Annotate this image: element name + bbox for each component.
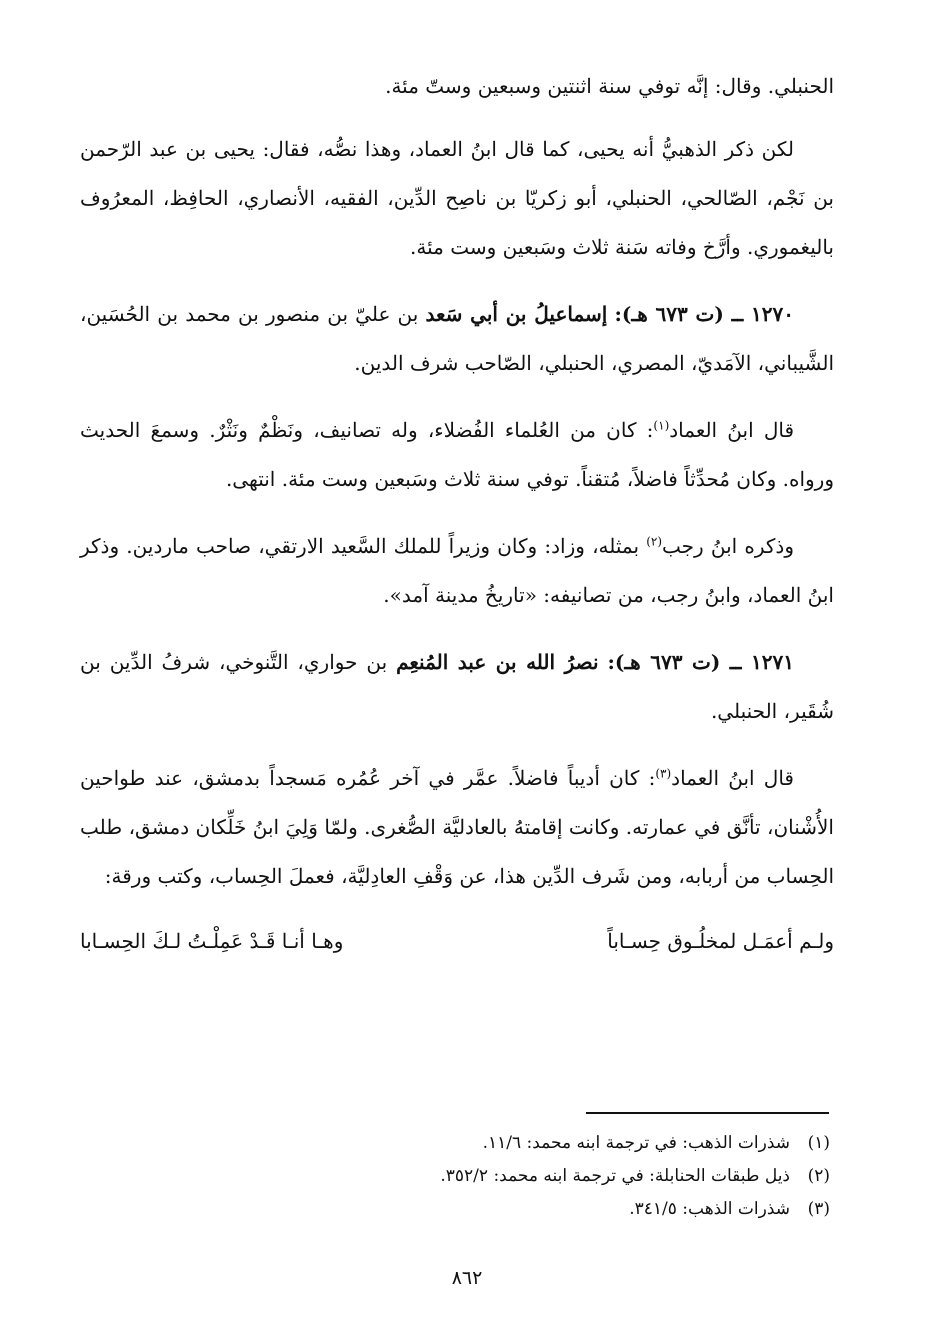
footnote-1-number: (١): [807, 1133, 830, 1153]
footnote-ref-3[interactable]: (٣): [655, 766, 672, 781]
paragraph-continuation: الحنبلي. وقال: إنَّه توفي سنة اثنتين وسبعين وستّ مئة.: [385, 74, 834, 98]
footnote-2-number: (٢): [807, 1166, 830, 1186]
paragraph-ibn-rajab-lead: وذكره ابنُ رجب: [662, 534, 794, 558]
paragraph-ibn-rajab-text: بمثله، وزاد: وكان وزيراً للملك السَّعيد الارتقي، صاحب ماردين. وذكر ابنُ العماد، وابنُ رجب، من تصانيفه: «تاريخُ مدينة آمد».: [80, 534, 834, 607]
footnote-2: [130, 1160, 830, 1193]
paragraph-ibn-al-imad-1-text: : كان من العُلماء الفُضلاء، وله تصانيف، ونَظْمٌ ونَثْرٌ. وسمعَ الحديث ورواه. وكان مُحدِّثاً فاضلاً، مُتقناً. توفي سنة ثلاث وسَبعين وست مئة. انتهى.: [80, 418, 834, 491]
entry-1271-name: نصرُ الله بن عبد المُنعِم: [396, 650, 599, 674]
poem-verse: [80, 917, 834, 966]
book-page: [80, 62, 834, 966]
entry-1271-number: ١٢٧١ ــ (ت ٦٧٣ هـ):: [607, 650, 795, 674]
entry-1270-text: بن عليّ بن منصور بن محمد بن الحُسَين، الشَّيباني، الآمَديّ، المصري، الحنبلي، الصّاحب شرف الدين.: [80, 302, 834, 375]
entry-1271: [80, 638, 834, 736]
paragraph-dhahabi-quote: لكن ذكر الذهبيُّ أنه يحيى، كما قال ابنُ العماد، وهذا نصُّه، فقال: يحيى بن عبد الرّحمن بن نَجْم، الصّالحي، الحنبلي، أبو زكريّا بن ناصِح الدِّين، الفقيه، الأنصاري، الحافِظ، المعرُوف باليغموري. وأرَّخ وفاته سَنة ثلاث وسَبعين وست مئة.: [80, 137, 834, 259]
paragraph-ibn-al-imad-2: [80, 754, 834, 901]
footnote-1-text: شذرات الذهب: في ترجمة ابنه محمد: ١١/٦.: [482, 1133, 790, 1153]
entry-1270-name: إسماعيلُ بن أبي سَعد: [425, 302, 608, 326]
paragraph-ibn-rajab: [80, 522, 834, 620]
paragraph-ibn-al-imad-2-lead: قال ابنُ العماد: [671, 766, 794, 790]
footnote-ref-1[interactable]: (١): [653, 418, 670, 433]
entry-1270-number: ١٢٧٠ ــ (ت ٦٧٣ هـ):: [614, 302, 795, 326]
paragraph-ibn-al-imad-2-text: : كان أديباً فاضلاً. عمَّر في آخر عُمُره مَسجداً بدمشق، عند طواحين الأُشْنان، تأنَّق في عمارته. وكانت إقامتهُ بالعادليَّة الصُّغرى. ولمّا وَلِيَ ابنُ خَلِّكان دمشق، طلب الحِساب من أربابه، ومن شَرف الدِّين هذا، عن وَقْفِ العادِليَّة، فعملَ الحِساب، وكتب ورقة:: [80, 766, 834, 888]
footnote-divider: [586, 1112, 829, 1114]
entry-1270: [80, 290, 834, 388]
footnote-2-text: ذيل طبقات الحنابلة: في ترجمة ابنه محمد: ٣٥٢/٢.: [440, 1166, 790, 1186]
footnote-3-number: (٣): [807, 1199, 830, 1219]
footnotes: [130, 1127, 830, 1226]
paragraph-ibn-al-imad-1: [80, 406, 834, 504]
footnote-1: [130, 1127, 830, 1160]
page-number: ٨٦٢: [451, 1267, 483, 1289]
verse-first-hemistich: ولـم أعمَـل لمخلُـوق حِسـاباً: [607, 929, 834, 953]
verse-second-hemistich: وهـا أنـا قَـدْ عَمِلْـتُ لـكَ الحِسـابا: [80, 929, 344, 953]
entry-1271-text: بن حواري، التَّنوخي، شرفُ الدِّين بن شُقَير، الحنبلي.: [80, 650, 834, 723]
footnote-3: [130, 1193, 830, 1226]
paragraph-ibn-al-imad-1-lead: قال ابنُ العماد: [669, 418, 795, 442]
footnote-3-text: شذرات الذهب: ٣٤١/٥.: [629, 1199, 790, 1219]
footnote-ref-2[interactable]: (٢): [646, 534, 663, 549]
